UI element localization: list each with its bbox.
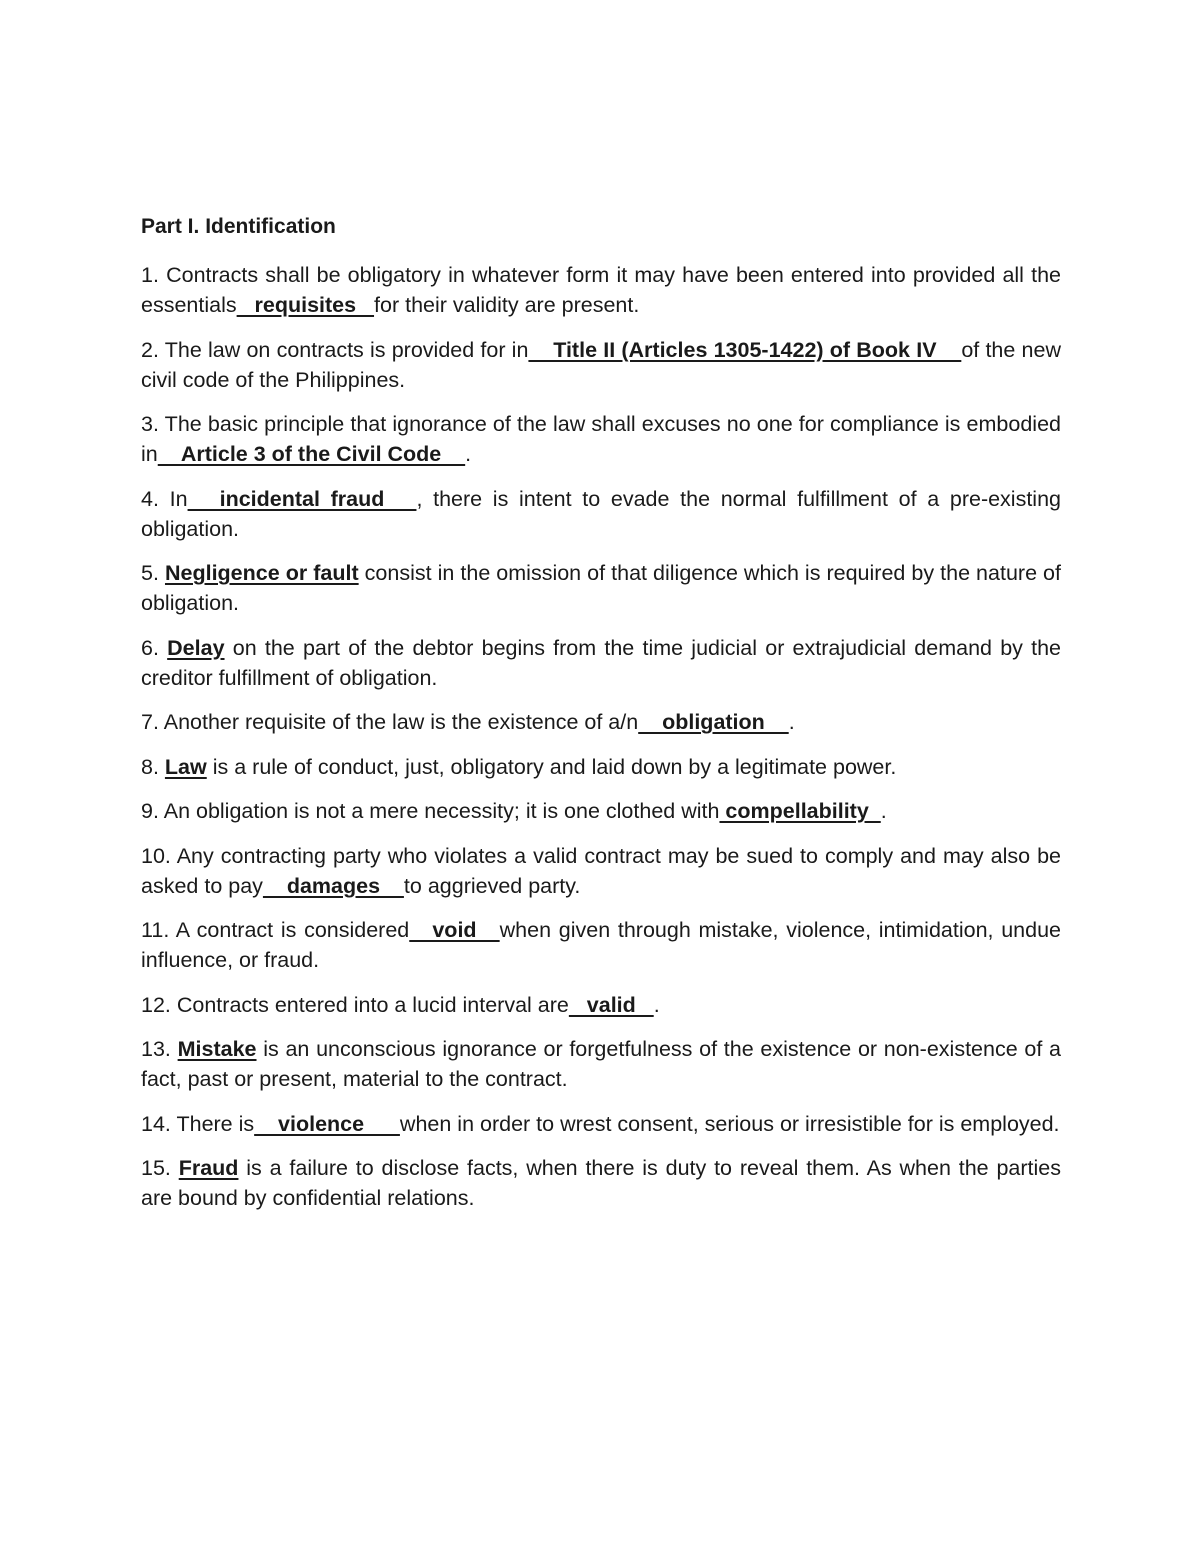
question-number: 11.: [141, 918, 170, 942]
question-text-after: .: [880, 799, 887, 823]
question-text-after: when given through mistake, violence, intimidation, undue influence, or fraud.: [141, 918, 1067, 972]
question-number: 15.: [141, 1156, 171, 1180]
question-text-after: .: [788, 710, 795, 734]
question-text-before: There is: [170, 1111, 255, 1136]
question-4: [141, 484, 1067, 544]
question-11: [141, 915, 1067, 975]
answer-text: Mistake: [177, 1037, 257, 1061]
answer-text: Law: [164, 754, 207, 779]
question-number: 10.: [141, 843, 171, 868]
question-10: [141, 841, 1067, 901]
question-text-before: The basic principle that ignorance of the law shall excuses no one for compliance is embodied in: [141, 412, 1067, 466]
question-text-before: In: [158, 486, 188, 511]
answer-text: Fraud: [178, 1156, 239, 1180]
answer-text: Delay: [167, 635, 225, 660]
question-text-after: to aggrieved party.: [403, 873, 581, 898]
question-text-before: Any contracting party who violates a valid contract may be sued to comply and may also be asked to pay: [141, 843, 1067, 898]
question-text-before: [159, 636, 167, 660]
question-5: [141, 558, 1067, 618]
section-heading: Part I. Identification: [141, 215, 336, 238]
answer-text: violence: [254, 1111, 400, 1136]
answer-text: Negligence or fault: [164, 561, 359, 585]
question-text-before: The law on contracts is provided for in: [158, 337, 529, 362]
question-number: 8.: [141, 754, 159, 779]
question-text-after: .: [653, 992, 660, 1017]
question-9: [141, 796, 1061, 826]
question-text-before: [171, 1156, 179, 1180]
answer-text: damages: [262, 873, 404, 898]
question-text-after: of the new civil code of the Philippines.: [141, 337, 1067, 392]
question-text-after: is a rule of conduct, just, obligatory and laid down by a legitimate power.: [206, 754, 897, 779]
answer-text: compellability: [719, 799, 881, 823]
question-text-after: is an unconscious ignorance or forgetfulness of the existence or non-existence of a fact, past or present, material to the contract.: [141, 1037, 1067, 1091]
question-number: 1.: [141, 263, 159, 287]
question-number: 12.: [141, 992, 171, 1017]
question-7: [141, 707, 1061, 737]
answer-text: requisites: [236, 293, 375, 317]
question-14: [141, 1109, 1061, 1139]
question-2: [141, 335, 1067, 395]
question-15: [141, 1153, 1067, 1213]
answer-text: Article 3 of the Civil Code: [157, 442, 466, 466]
question-number: 13.: [141, 1037, 171, 1061]
question-text-after: for their validity are present.: [374, 293, 640, 317]
question-text-before: Another requisite of the law is the existence of a/n: [158, 710, 639, 734]
question-text-after: on the part of the debtor begins from the time judicial or extrajudicial demand by the creditor fulfillment of obligation.: [141, 635, 1067, 690]
question-text-after: .: [465, 442, 472, 466]
question-number: 4.: [141, 486, 159, 511]
answer-text: incidental fraud: [187, 486, 417, 511]
question-1: [141, 260, 1067, 320]
question-text-before: Contracts shall be obligatory in whatever form it may have been entered into provided all the essentials: [141, 263, 1067, 317]
question-12: [141, 990, 1061, 1020]
question-number: 6.: [141, 635, 159, 660]
answer-text: obligation: [638, 710, 789, 734]
question-number: 14.: [141, 1111, 171, 1136]
document-page: [141, 212, 1067, 1228]
answer-text: void: [409, 918, 500, 942]
question-text-after: consist in the omission of that diligence which is required by the nature of obligation.: [141, 561, 1067, 615]
question-number: 5.: [141, 561, 159, 585]
question-13: [141, 1034, 1067, 1094]
question-text-before: [171, 1037, 178, 1061]
question-text-after: when in order to wrest consent, serious or irresistible for is employed.: [399, 1111, 1060, 1136]
question-text-before: A contract is considered: [169, 918, 410, 942]
question-number: 2.: [141, 337, 159, 362]
question-number: 9.: [141, 799, 159, 823]
question-text-after: is a failure to disclose facts, when there is duty to reveal them. As when the parties are bound by confidential relations.: [141, 1156, 1067, 1210]
question-text-before: Contracts entered into a lucid interval are: [170, 992, 569, 1017]
question-text-after: , there is intent to evade the normal fulfillment of a pre-existing obligation.: [141, 486, 1067, 541]
question-3: [141, 409, 1067, 469]
question-text-before: An obligation is not a mere necessity; it is one clothed with: [158, 799, 720, 823]
question-8: [141, 752, 1061, 782]
question-6: [141, 633, 1067, 693]
question-number: 3.: [141, 412, 159, 436]
question-number: 7.: [141, 710, 159, 734]
answer-text: Title II (Articles 1305-1422) of Book IV: [528, 337, 962, 362]
answer-text: valid: [568, 992, 654, 1017]
